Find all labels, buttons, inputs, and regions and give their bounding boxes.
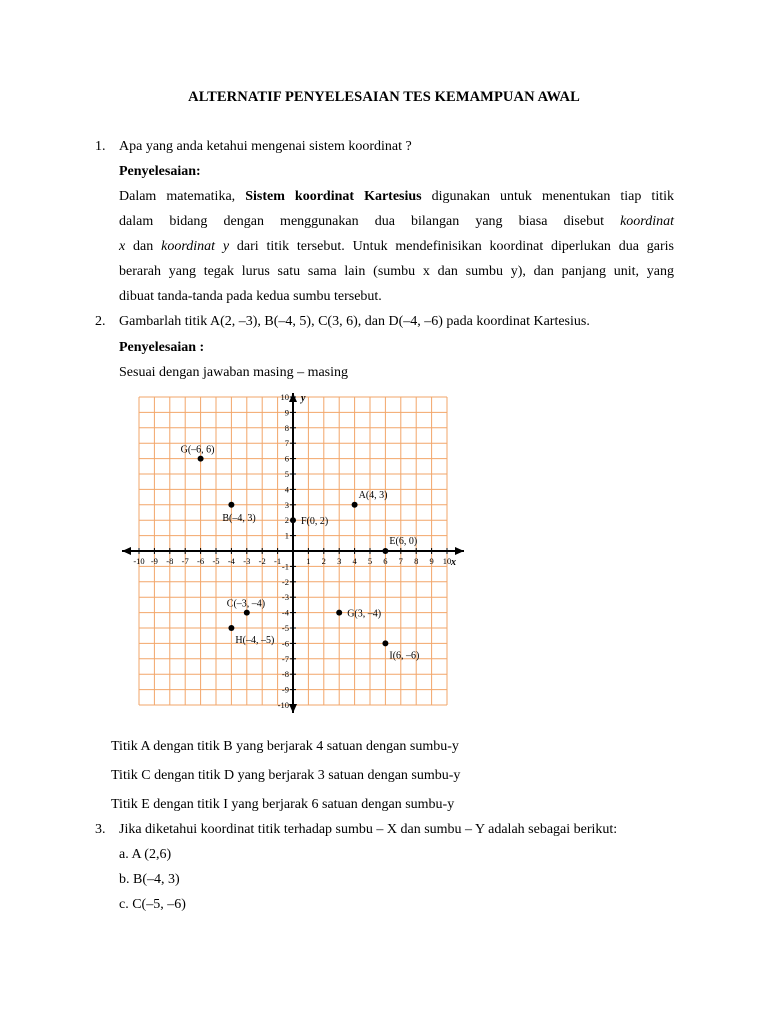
y-tick-label: -2 <box>281 576 289 587</box>
x-axis-label: x <box>451 557 456 568</box>
page-title: ALTERNATIF PENYELESAIAN TES KEMAMPUAN AWAL <box>188 89 580 105</box>
data-point <box>336 610 342 616</box>
y-tick-label: -10 <box>277 700 289 710</box>
y-tick-label: -8 <box>281 669 289 680</box>
x-tick-label: 9 <box>429 556 434 566</box>
data-point <box>382 548 388 554</box>
y-axis-label: y <box>301 393 306 404</box>
q3-option-c: c. C(–5, –6) <box>119 897 186 912</box>
point-label: A(4, 3) <box>358 489 388 501</box>
x-axis-arrow-right <box>455 547 464 555</box>
cartesian-graph <box>118 391 470 717</box>
y-tick-label: 1 <box>284 530 289 541</box>
q2-note-2: Titik C dengan titik D yang berjarak 3 satuan dengan sumbu-y <box>111 768 461 783</box>
point-label: C(–3, –4) <box>226 598 266 610</box>
x-axis-arrow-left <box>122 547 131 555</box>
y-tick-label: -4 <box>281 607 289 618</box>
data-point <box>382 640 388 646</box>
x-tick-label: 1 <box>306 556 311 566</box>
q2-answer: Sesuai dengan jawaban masing – masing <box>119 365 349 380</box>
x-tick-label: -3 <box>243 556 251 566</box>
y-tick-label: 2 <box>284 515 289 526</box>
point-label: I(6, –6) <box>389 650 420 662</box>
y-tick-label: -9 <box>281 684 289 695</box>
x-tick-label: -7 <box>181 556 189 566</box>
point-label: F(0, 2) <box>301 516 329 528</box>
y-tick-label: -3 <box>281 592 289 603</box>
q1-answer-line-3 <box>119 239 674 255</box>
q1-line2-italic: koordinat <box>620 214 674 229</box>
x-tick-label: -2 <box>258 556 266 566</box>
q1-line2-pre: dalam bidang dengan menggunakan dua bilangan yang biasa disebut <box>119 214 621 229</box>
q3-option-a: a. A (2,6) <box>119 847 172 862</box>
q1-answer-line-5: dibuat tanda-tanda pada kedua sumbu tersebut. <box>119 289 382 304</box>
q1-answer-line-2 <box>119 214 674 230</box>
q2-note-3: Titik E dengan titik I yang berjarak 6 satuan dengan sumbu-y <box>111 797 455 812</box>
q1-answer-line-4: berarah yang tegak lurus satu sama lain (sumbu x dan sumbu y), dan panjang unit, yang <box>119 264 674 279</box>
x-tick-label: -10 <box>133 556 145 566</box>
q2-number: 2. <box>95 314 106 329</box>
data-point <box>244 610 250 616</box>
point-label: E(6, 0) <box>389 536 418 547</box>
data-point <box>198 456 204 462</box>
q1-question: Apa yang anda ketahui mengenai sistem koordinat ? <box>119 139 412 154</box>
point-label: B(–4, 3) <box>222 512 256 524</box>
x-tick-label: 3 <box>337 556 342 566</box>
y-tick-label: -1 <box>281 561 289 572</box>
data-point <box>290 517 296 523</box>
x-tick-label: 7 <box>398 556 403 566</box>
q1-answer-line-1 <box>119 189 674 205</box>
x-tick-label: 6 <box>383 556 388 566</box>
q3-question: Jika diketahui koordinat titik terhadap sumbu – X dan sumbu – Y adalah sebagai berikut: <box>119 822 618 837</box>
q1-line1-pre: Dalam matematika, <box>119 189 246 204</box>
y-tick-label: 4 <box>284 484 289 495</box>
y-tick-label: 7 <box>284 438 289 449</box>
y-tick-label: 9 <box>284 407 289 418</box>
q1-line3-mid: dan <box>125 239 162 254</box>
data-point <box>228 502 234 508</box>
x-tick-label: -5 <box>212 556 220 566</box>
q1-number: 1. <box>95 139 106 154</box>
y-tick-label: 10 <box>280 392 289 402</box>
q1-line3-italic1: x <box>119 239 126 254</box>
y-tick-label: 6 <box>284 453 289 464</box>
y-tick-label: -6 <box>281 638 289 649</box>
q2-solution-label: Penyelesaian : <box>119 340 205 355</box>
q3-number: 3. <box>95 822 106 837</box>
axes <box>122 393 464 713</box>
data-point <box>352 502 358 508</box>
q2-note-1: Titik A dengan titik B yang berjarak 4 satuan dengan sumbu-y <box>111 739 459 754</box>
q1-line3-post: dari titik tersebut. Untuk mendefinisikan koordinat diperlukan dua garis <box>229 239 675 254</box>
y-tick-label: 5 <box>284 469 289 479</box>
x-tick-label: -4 <box>227 556 235 566</box>
q2-question: Gambarlah titik A(2, –3), B(–4, 5), C(3, 6), dan D(–4, –6) pada koordinat Kartesius. <box>119 314 590 329</box>
x-tick-label: -8 <box>166 556 174 566</box>
x-tick-label: -9 <box>150 556 158 566</box>
x-tick-label: -1 <box>274 556 282 566</box>
q1-line1-bold: Sistem koordinat Kartesius <box>245 189 422 204</box>
x-tick-label: 8 <box>414 556 419 566</box>
x-tick-label: 4 <box>352 556 357 566</box>
point-label: G(–6, 6) <box>180 444 215 456</box>
y-tick-label: 3 <box>284 499 289 510</box>
y-tick-label: -7 <box>281 653 289 664</box>
q1-line3-italic2: koordinat y <box>161 239 230 254</box>
q3-option-b: b. B(–4, 3) <box>119 872 180 887</box>
point-label: H(–4, –5) <box>235 635 275 646</box>
x-tick-label: -6 <box>197 556 205 566</box>
data-point <box>228 625 234 631</box>
x-tick-label: 5 <box>367 556 373 566</box>
y-tick-label: 8 <box>284 422 289 433</box>
q1-line1-post: digunakan untuk menentukan tiap titik <box>421 189 674 204</box>
q1-solution-label: Penyelesaian: <box>119 164 201 179</box>
x-tick-label: 10 <box>442 556 452 566</box>
point-label: G(3, –4) <box>347 608 382 620</box>
y-tick-label: -5 <box>281 623 289 633</box>
x-tick-label: 2 <box>321 556 326 566</box>
